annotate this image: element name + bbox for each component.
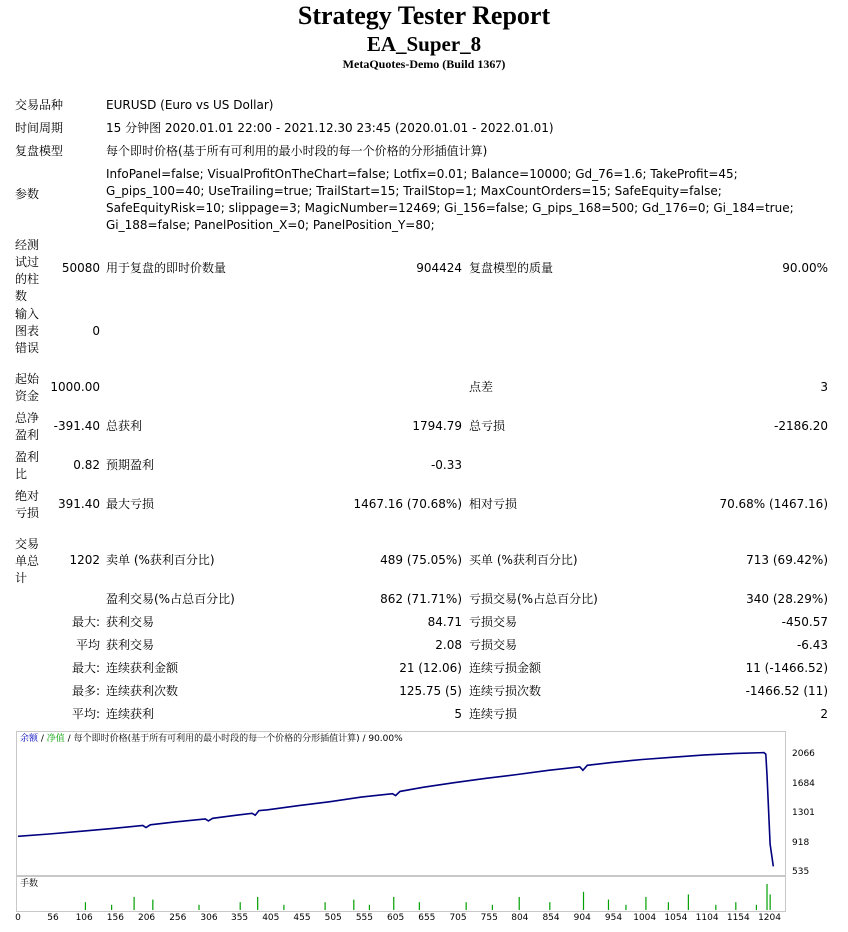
quality-label: 复盘模型的质量 xyxy=(469,261,554,275)
max-consec-wins-value: 21 (12.06) xyxy=(399,661,462,675)
ea-name: EA_Super_8 xyxy=(366,32,482,56)
params-value: InfoPanel=false; VisualProfitOnTheChart=false; Lotfix=0.01; Balance=10000; Gd_76=1.6; TakeProfit=45; G_pips_100=40; UseTrailing=true; TrailStart=15; TrailStop=1; MaxCountOrders=15; SafeEquity=false; SafeEquityRisk=10; slippage=3; MagicNumber=12469; Gi_156=false; G_pips_168=500; Gd_176=0; Gi_184=true; Gi_188=false; PanelPosition_X=0; PanelPosition_Y=80; xyxy=(106,167,794,232)
max-drawdown-value: 1467.16 (70.68%) xyxy=(353,497,462,511)
report-title: Strategy Tester Report xyxy=(297,1,551,30)
x-tick-label: 106 xyxy=(75,913,93,923)
balance-line xyxy=(18,753,773,867)
profit-trades-label: 盈利交易(%占总百分比) xyxy=(106,592,235,606)
x-tick-label: 1204 xyxy=(758,913,781,923)
largest-label: 最大: xyxy=(71,615,100,629)
quality-value: 90.00% xyxy=(782,261,828,275)
x-tick-label: 1104 xyxy=(695,913,719,923)
max-consec-losses-value: 11 (-1466.52) xyxy=(745,661,828,675)
short-positions-value: 489 (75.05%) xyxy=(380,553,462,567)
maximal-consec-loss-label: 连续亏损次数 xyxy=(469,684,542,698)
x-tick-label: 755 xyxy=(480,913,498,923)
avg-consec-wins-value: 5 xyxy=(454,707,462,721)
profit-factor-value: 0.82 xyxy=(73,458,100,472)
legend-separator: / xyxy=(38,734,47,744)
largest-loss-label: 亏损交易 xyxy=(469,615,518,629)
spread-label: 点差 xyxy=(469,380,494,394)
abs-drawdown-label: 绝对亏损 xyxy=(15,489,40,520)
x-tick-label: 1004 xyxy=(633,913,657,923)
x-tick-label: 954 xyxy=(604,913,623,923)
average-consec-label: 平均: xyxy=(71,707,100,721)
maximal-consec-profit-label: 连续获利次数 xyxy=(106,684,179,698)
legend-separator: / xyxy=(64,734,74,744)
short-positions-label: 卖单 (%获利百分比) xyxy=(106,553,215,567)
x-tick-label: 256 xyxy=(169,913,187,923)
period-value: 15 分钟图 2020.01.01 22:00 - 2021.12.30 23:45 (2020.01.01 - 2022.01.01) xyxy=(106,121,554,135)
x-tick-label: 455 xyxy=(293,913,311,923)
avg-consec-losses-value: 2 xyxy=(820,707,828,721)
loss-trades-label: 亏损交易(%占总百分比) xyxy=(469,592,598,606)
largest-loss-value: -450.57 xyxy=(781,615,828,629)
ticks-label: 用于复盘的即时价数量 xyxy=(106,261,227,275)
avg-profit-value: 2.08 xyxy=(435,638,462,652)
bars-label: 经测试过的柱数 xyxy=(15,238,40,303)
total-trades-label: 交易单总计 xyxy=(15,537,40,585)
model-label: 复盘模型 xyxy=(15,144,64,158)
profit-factor-label: 盈利比 xyxy=(15,450,40,481)
server-build: MetaQuotes-Demo (Build 1367) xyxy=(342,57,506,71)
period-label: 时间周期 xyxy=(15,121,64,135)
abs-drawdown-value: 391.40 xyxy=(58,497,100,511)
errors-label: 输入图表错误 xyxy=(15,307,40,355)
x-tick-label: 405 xyxy=(262,913,280,923)
x-tick-label: 306 xyxy=(200,913,218,923)
max-label: 最大: xyxy=(71,661,100,675)
largest-profit-label: 获利交易 xyxy=(106,615,155,629)
average-label: 平均 xyxy=(75,638,100,652)
long-positions-label: 买单 (%获利百分比) xyxy=(469,553,578,567)
net-profit-value: -391.40 xyxy=(53,419,100,433)
symbol-value: EURUSD (Euro vs US Dollar) xyxy=(106,98,274,112)
x-tick-label: 1154 xyxy=(726,913,750,923)
ticks-value: 904424 xyxy=(416,261,462,275)
y-tick-label: 1301 xyxy=(792,808,815,819)
symbol-label: 交易品种 xyxy=(15,98,64,112)
legend-equity: 净值 xyxy=(46,734,65,744)
maximal-consec-profit-value: 125.75 (5) xyxy=(399,684,462,698)
avg-profit-label: 获利交易 xyxy=(106,638,155,652)
gross-loss-label: 总亏损 xyxy=(469,419,506,433)
spread-value: 3 xyxy=(820,380,828,394)
x-tick-label: 0 xyxy=(15,913,21,923)
rel-drawdown-value: 70.68% (1467.16) xyxy=(719,497,828,511)
x-tick-label: 56 xyxy=(47,913,59,923)
x-tick-label: 605 xyxy=(387,913,405,923)
maximal-consec-loss-value: -1466.52 (11) xyxy=(745,684,828,698)
x-tick-label: 156 xyxy=(106,913,124,923)
max-drawdown-label: 最大亏损 xyxy=(106,497,155,511)
avg-consec-wins-label: 连续获利 xyxy=(106,707,155,721)
x-tick-label: 355 xyxy=(230,913,249,923)
y-tick-label: 918 xyxy=(792,837,810,848)
avg-consec-losses-label: 连续亏损 xyxy=(469,707,518,721)
errors-value: 0 xyxy=(92,324,100,338)
largest-profit-value: 84.71 xyxy=(427,615,462,629)
gross-profit-label: 总获利 xyxy=(106,419,143,433)
max-consec-wins-label: 连续获利金额 xyxy=(106,661,179,675)
x-tick-label: 904 xyxy=(573,913,591,923)
total-trades-value: 1202 xyxy=(69,553,100,567)
deposit-value: 1000.00 xyxy=(50,380,100,394)
expected-payoff-value: -0.33 xyxy=(430,458,462,472)
volume-label: 手数 xyxy=(20,879,39,889)
x-tick-label: 655 xyxy=(418,913,436,923)
y-tick-label: 1684 xyxy=(792,778,815,789)
x-tick-label: 705 xyxy=(449,913,467,923)
net-profit-label: 总净盈利 xyxy=(15,411,40,442)
rel-drawdown-label: 相对亏损 xyxy=(469,497,518,511)
gross-profit-value: 1794.79 xyxy=(412,419,462,433)
model-value: 每个即时价格(基于所有可利用的最小时段的每一个价格的分形插值计算) xyxy=(106,144,488,158)
long-positions-value: 713 (69.42%) xyxy=(746,553,828,567)
profit-trades-value: 862 (71.71%) xyxy=(380,592,462,606)
expected-payoff-label: 预期盈利 xyxy=(106,458,155,472)
legend-model: 每个即时价格(基于所有可利用的最小时段的每一个价格的分形插值计算) / 90.00% xyxy=(73,734,403,744)
deposit-label: 起始资金 xyxy=(15,372,40,403)
bars-value: 50080 xyxy=(61,261,100,275)
loss-trades-value: 340 (28.29%) xyxy=(746,592,828,606)
maximal-label: 最多: xyxy=(71,684,100,698)
x-tick-label: 555 xyxy=(355,913,373,923)
avg-loss-label: 亏损交易 xyxy=(469,638,518,652)
y-tick-label: 2066 xyxy=(792,749,815,760)
x-tick-label: 206 xyxy=(137,913,156,923)
x-tick-label: 804 xyxy=(511,913,529,923)
params-label: 参数 xyxy=(15,187,40,201)
y-tick-label: 535 xyxy=(792,867,810,877)
x-tick-label: 854 xyxy=(542,913,560,923)
gross-loss-value: -2186.20 xyxy=(774,419,828,433)
x-tick-label: 505 xyxy=(324,913,342,923)
max-consec-losses-label: 连续亏损金额 xyxy=(469,661,542,675)
legend-balance: 余额 xyxy=(20,734,39,744)
avg-loss-value: -6.43 xyxy=(796,638,828,652)
x-tick-label: 1054 xyxy=(664,913,688,923)
